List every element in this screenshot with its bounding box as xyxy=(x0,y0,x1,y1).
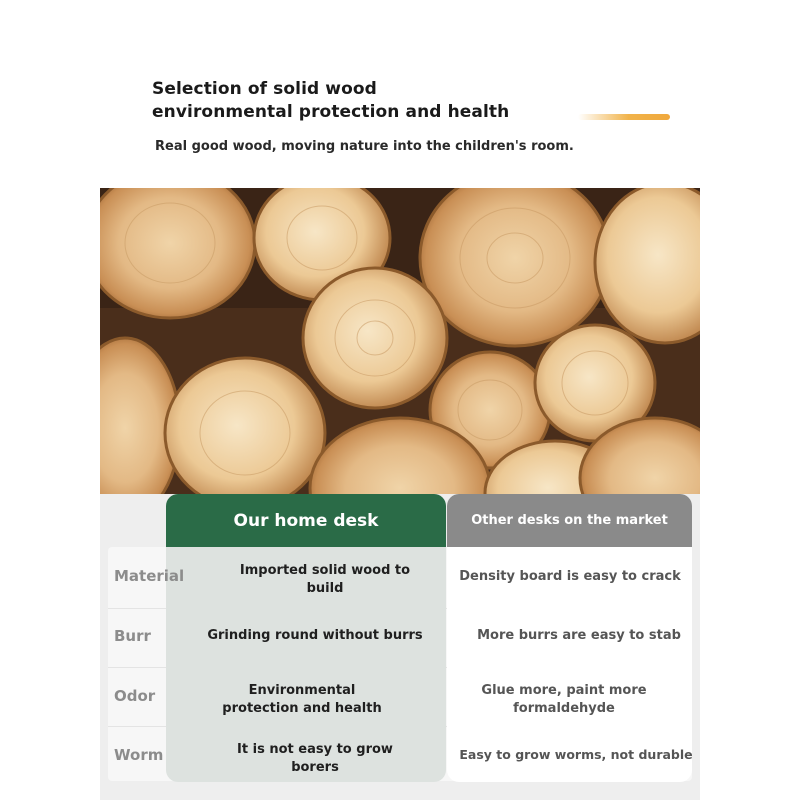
ours-odor-cell: Environmental protection and health xyxy=(222,683,382,716)
row-label-material: Material xyxy=(114,567,185,585)
wood-logs-photo xyxy=(100,188,700,530)
ours-worm-cell: It is not easy to grow borers xyxy=(237,742,393,775)
ours-material-cell: Imported solid wood to build xyxy=(239,563,411,596)
headline xyxy=(152,78,572,124)
row-label-worm: Worm xyxy=(114,746,164,764)
others-material-cell: Density board is easy to crack xyxy=(459,569,681,584)
subtitle: Real good wood, moving nature into the children's room. xyxy=(155,139,574,154)
others-odor-cell: Glue more, paint more formaldehyde xyxy=(481,683,647,716)
other-desks-header: Other desks on the market xyxy=(447,494,692,547)
headline-line-1: Selection of solid wood xyxy=(152,79,377,99)
others-worm-cell: Easy to grow worms, not durable xyxy=(459,747,693,762)
headline-accent-underline xyxy=(578,114,670,120)
headline-line-2: environmental protection and health xyxy=(152,102,510,122)
ours-burr-cell: Grinding round without burrs xyxy=(207,628,423,643)
others-burr-cell: More burrs are easy to stab xyxy=(477,628,681,643)
our-desk-header: Our home desk xyxy=(166,494,446,547)
row-label-burr: Burr xyxy=(114,627,151,645)
row-label-odor: Odor xyxy=(114,687,156,705)
